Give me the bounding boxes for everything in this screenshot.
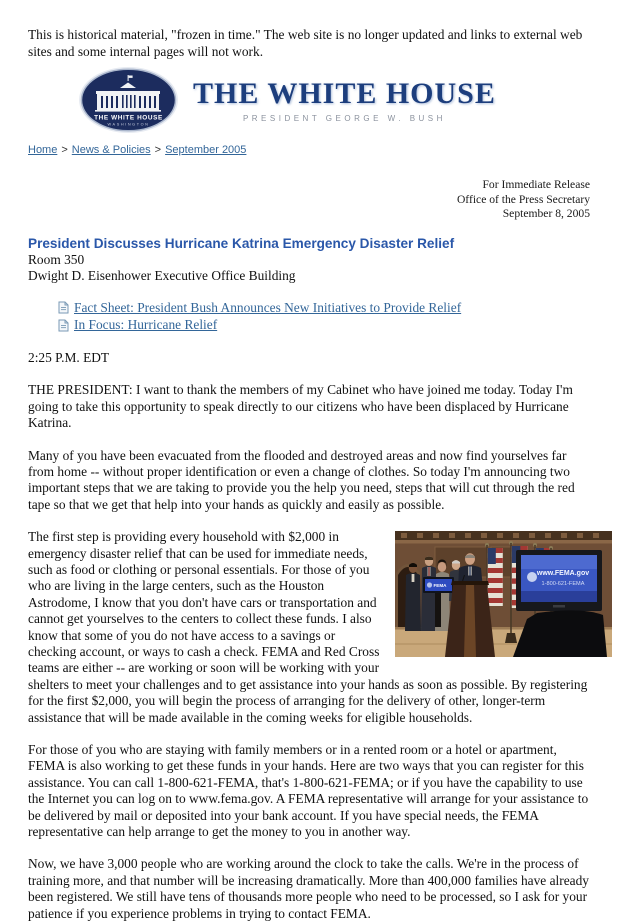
- paragraph: Now, we have 3,000 people who are working around the clock to take the calls. We're in the process of training more, and that number will be increasing dramatically. More than 400,000 families have already been registered. We still have tens of thousands more people who need to be processed, so I ask for your patience if you experience problems in trying to contact FEMA.: [28, 856, 589, 921]
- location-room: Room 350: [28, 251, 85, 267]
- breadcrumb-separator: >: [154, 144, 162, 157]
- svg-text:THE WHITE HOUSE: THE WHITE HOUSE: [94, 114, 163, 122]
- release-info: [28, 178, 590, 222]
- paragraph: For those of you who are staying with family members or in a rented room or a hotel or apartment, FEMA is also working to get these funds in your hands. Here are two ways that you can register for this assistance. You can call 1-800-621-FEMA, that's 1-800-621-FEMA; or if you have the capability to use the Internet you can log on to www.fema.gov. A FEMA representative will arrange for your assistance to be delivered by mail or deposited into your bank account. If you have special needs, the FEMA representative can help arrange to get the money to you in another way.: [28, 742, 589, 840]
- location-building: Dwight D. Eisenhower Executive Office Building: [28, 268, 296, 284]
- breadcrumb: [28, 144, 590, 156]
- document-icon: [58, 301, 69, 314]
- release-line-office: Office of the Press Secretary: [456, 192, 590, 206]
- related-links: [58, 300, 590, 334]
- president-subtitle: PRESIDENT GEORGE W. BUSH: [242, 114, 446, 124]
- document-icon: [58, 319, 69, 332]
- breadcrumb-link-home[interactable]: Home: [28, 144, 58, 157]
- whitehouse-wordmark: THE WHITE HOUSE: [193, 77, 496, 111]
- paragraph: THE PRESIDENT: I want to thank the members of my Cabinet who have joined me today. Today I'm going to take this opportunity to speak directly to our citizens who have been displaced by Hurricane Katrina.: [28, 382, 573, 431]
- whitehouse-masthead: [78, 66, 590, 136]
- whitehouse-seal-icon: [78, 66, 179, 134]
- fema-monitor: [513, 550, 607, 657]
- fact-sheet-link[interactable]: Fact Sheet: President Bush Announces New Initiatives to Provide Relief: [74, 299, 462, 315]
- frozen-in-time-disclaimer: This is historical material, "frozen in time." The web site is no longer updated and links to external web sites and some internal pages will not work.: [28, 27, 583, 59]
- speech-timestamp: 2:25 P.M. EDT: [28, 350, 110, 366]
- release-line-immediate: For Immediate Release: [482, 178, 590, 192]
- press-photo: [395, 531, 612, 657]
- breadcrumb-separator: >: [61, 144, 68, 157]
- related-link-row: [58, 317, 590, 333]
- related-link-row: [58, 300, 590, 316]
- page-title: President Discusses Hurricane Katrina Emergency Disaster Relief: [28, 235, 455, 251]
- in-focus-link[interactable]: In Focus: Hurricane Relief: [74, 316, 218, 332]
- paragraph-text: The first step is providing every household with $2,000 in emergency disaster relief that can be used for immediate needs, such as food or clothing or personal essentials. For those of you who are living in the large centers, such as the Houston Astrodome, I know that you don't have cars or transportation and cannot get yourselves to the centers to collect these funds. I also know that some of you do not have access to a savings or checking account, or ways to cash a check. FEMA and Red Cross teams are either -- are working or soon will be working with your shelters to meet your challenges and to get assistance into your hands as soon as possible. By registering for the first $2,000, you will begin the process of arranging for the delivery of other, longer-term assistance that will be made available in the coming weeks for eligible households.: [28, 529, 588, 725]
- svg-text:1-800-621-FEMA: 1-800-621-FEMA: [541, 581, 585, 588]
- svg-text:FEMA: FEMA: [433, 583, 447, 589]
- svg-text:www.FEMA.gov: www.FEMA.gov: [536, 570, 590, 578]
- paragraph-with-photo: [28, 529, 590, 726]
- masthead-text: [193, 66, 496, 123]
- release-line-date: September 8, 2005: [502, 207, 590, 221]
- breadcrumb-link-news-policies[interactable]: News & Policies: [71, 144, 151, 157]
- paragraph: Many of you have been evacuated from the flooded and destroyed areas and now find yourselves far from home -- without proper identification or even a change of clothes. So today I'm announcing two important steps that we are taking to provide you the help you need, steps that will cut through the red tape so that we get that help into your hands as quickly and easily as possible.: [28, 447, 575, 512]
- breadcrumb-link-september-2005[interactable]: September 2005: [165, 144, 247, 157]
- svg-text:WASHINGTON: WASHINGTON: [107, 122, 150, 127]
- speech-transcript: [28, 382, 590, 922]
